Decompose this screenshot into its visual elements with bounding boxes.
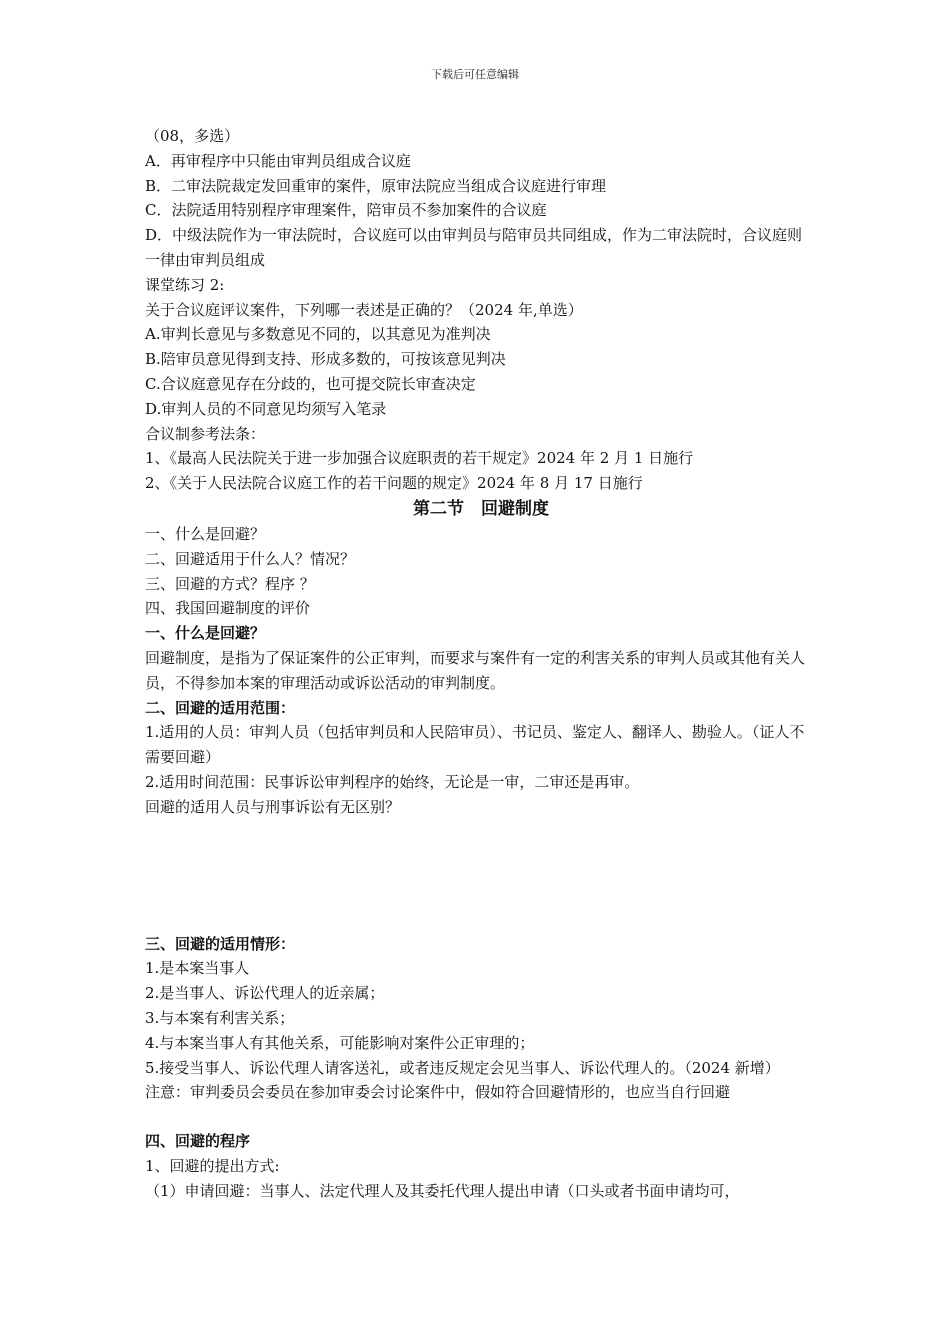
paragraph-line: B．二审法院裁定发回重审的案件，原审法院应当组成合议庭进行审理	[145, 176, 607, 195]
paragraph-line: 3.与本案有利害关系；	[145, 1008, 295, 1027]
paragraph-line: 1.是本案当事人	[145, 959, 250, 978]
paragraph-line: 2.适用时间范围：民事诉讼审判程序的始终，无论是一审，二审还是再审。	[145, 772, 640, 791]
paragraph-line: 合议制参考法条：	[145, 424, 266, 443]
paragraph-line: A.审判长意见与多数意见不同的，以其意见为准判决	[145, 325, 491, 344]
paragraph-line: 二、回避适用于什么人？情况？	[145, 549, 356, 568]
paragraph: 5.接受当事人、诉讼代理人请客送礼，或者违反规定会见当事人、诉讼代理人的。（2024 新增）	[145, 1058, 780, 1077]
document-body	[145, 124, 817, 1203]
blank-space	[145, 820, 817, 932]
section-heading: 一、什么是回避？	[145, 624, 266, 643]
section-title: 第二节 回避制度	[413, 498, 549, 519]
paragraph-line: 2.是当事人、诉讼代理人的近亲属；	[145, 984, 385, 1003]
paragraph-line: （1）申请回避：当事人、法定代理人及其委托代理人提出申请（口头或者书面申请均可，	[145, 1181, 740, 1200]
section-heading: 二、回避的适用范围：	[145, 698, 296, 717]
page-header: 下载后可任意编辑	[431, 68, 519, 81]
paragraph-line: 1、回避的提出方式:	[145, 1156, 280, 1175]
paragraph-line: （08，多选）	[145, 127, 240, 145]
section-heading: 四、回避的程序	[145, 1132, 251, 1151]
paragraph-line: C．法院适用特别程序审理案件，陪审员不参加案件的合议庭	[145, 201, 547, 220]
paragraph-line: 4.与本案当事人有其他关系，可能影响对案件公正审理的；	[145, 1033, 535, 1052]
paragraph-line: A．再审程序中只能由审判员组成合议庭	[145, 151, 411, 170]
paragraph: D．中级法院作为一审法院时，合议庭可以由审判员与陪审员共同组成，作为二审法院时，合议庭则一律由审判员组成	[145, 226, 803, 269]
paragraph-line: 三、回避的方式？程序 ？	[145, 574, 315, 593]
paragraph-line: B.陪审员意见得到支持、形成多数的，可按该意见判决	[145, 350, 506, 369]
paragraph: 1.适用的人员：审判人员（包括审判员和人民陪审员）、书记员、鉴定人、翻译人、勘验人。（证人不需要回避）	[145, 723, 805, 767]
paragraph-line: C.合议庭意见存在分歧的，也可提交院长审查决定	[145, 374, 476, 393]
paragraph-line: 注意：审判委员会委员在参加审委会讨论案件中，假如符合回避情形的，也应当自行回避	[145, 1083, 731, 1102]
paragraph-line: 1、《最高人民法院关于进一步加强合议庭职责的若干规定》2024 年 2 月 1 日施行	[145, 449, 694, 468]
paragraph: 回避制度，是指为了保证案件的公正审判，而要求与案件有一定的利害关系的审判人员或其他有关人员，不得参加本案的审理活动或诉讼活动的审判制度。	[145, 648, 806, 692]
paragraph-line: D.审判人员的不同意见均须写入笔录	[145, 399, 387, 418]
paragraph-line: 2、《关于人民法院合议庭工作的若干问题的规定》2024 年 8 月 17 日施行	[145, 474, 643, 493]
paragraph-line: 四、我国回避制度的评价	[145, 599, 311, 618]
paragraph-line: 回避的适用人员与刑事诉讼有无区别？	[145, 797, 401, 816]
paragraph-line: 课堂练习 2:	[145, 275, 225, 294]
blank-space	[145, 1105, 817, 1129]
paragraph-line: 一、什么是回避？	[145, 524, 266, 543]
section-heading: 三、回避的适用情形：	[145, 934, 296, 953]
paragraph-line: 关于合议庭评议案件，下列哪一表述是正确的？（2024 年,单选）	[145, 300, 583, 319]
